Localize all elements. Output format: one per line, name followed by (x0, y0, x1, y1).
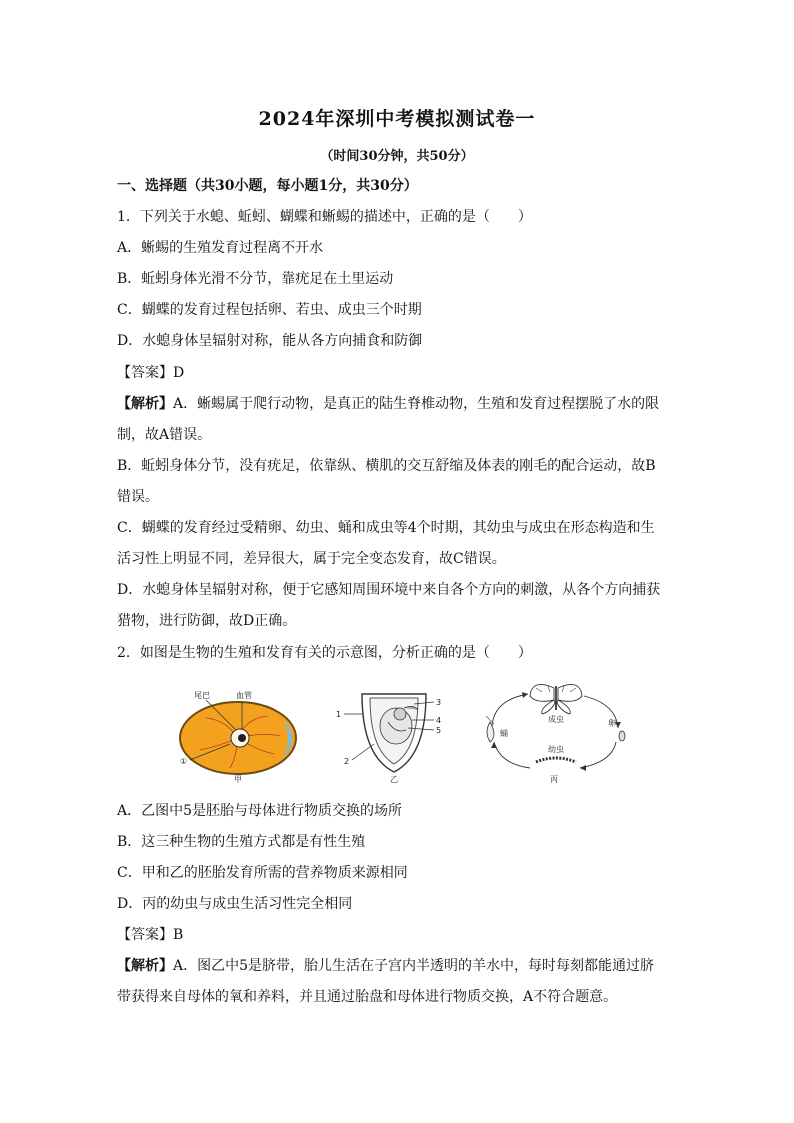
q2-option-c: C．甲和乙的胚胎发育所需的营养物质来源相同 (117, 865, 408, 881)
label-egg: 卵 (608, 719, 616, 728)
q1-option-b: B．蚯蚓身体光滑不分节，靠疣足在土里运动 (117, 271, 394, 287)
human-fetus-diagram (334, 680, 454, 786)
label-larva: 幼虫 (548, 745, 564, 754)
q2-option-d: D．丙的幼虫与成虫生活习性完全相同 (117, 896, 353, 912)
q1-explanation-line: 错误。 (117, 489, 159, 505)
label-2: 2 (344, 757, 350, 766)
explanation-label: 【解析】 (117, 396, 173, 412)
q2-answer: 【答案】B (117, 927, 184, 943)
label-tail: 尾巴 (194, 691, 210, 700)
label-3: 3 (436, 698, 442, 707)
reproduction-figure (176, 680, 636, 786)
label-1: 1 (336, 710, 342, 719)
explanation-label: 【解析】 (117, 958, 173, 974)
q2-explanation-line: 带获得来自母体的氧和养料，并且通过胎盘和母体进行物质交换，A不符合题意。 (117, 989, 618, 1005)
label-4: 4 (436, 716, 442, 725)
butterfly-life-cycle-diagram (476, 680, 636, 786)
q2-explanation-line (117, 957, 687, 975)
q1-explanation-line: C．蝴蝶的发育经过受精卵、幼虫、蛹和成虫等4个时期，其幼虫与成虫在形态构造和生 (117, 520, 655, 536)
larva-shape (536, 758, 576, 762)
q1-explanation-line: B．蚯蚓身体分节，没有疣足，依靠纵、横肌的交互舒缩及体表的刚毛的配合运动，故B (117, 458, 656, 474)
caption-bing: 丙 (550, 775, 558, 784)
label-5: 5 (436, 726, 442, 735)
q1-explanation-line (117, 395, 687, 413)
q2-option-a: A．乙图中5是胚胎与母体进行物质交换的场所 (117, 803, 403, 819)
caption-yi: 乙 (390, 775, 398, 784)
q1-explanation-line: 制，故A错误。 (117, 427, 212, 443)
egg-shape (619, 731, 625, 741)
butterfly-adult (530, 684, 582, 714)
q1-option-a: A．蜥蜴的生殖发育过程离不开水 (117, 240, 324, 256)
caption-jia: 甲 (234, 775, 242, 784)
q1-option-c: C．蝴蝶的发育过程包括卵、若虫、成虫三个时期 (117, 302, 422, 318)
bird-egg-diagram (176, 680, 316, 786)
q2-option-b: B．这三种生物的生殖方式都是有性生殖 (117, 834, 366, 850)
q1-explanation-line: 活习性上明显不同，差异很大，属于完全变态发育，故C错误。 (117, 551, 506, 567)
q1-stem: 1．下列关于水螅、蚯蚓、蝴蝶和蜥蜴的描述中，正确的是（ ） (117, 209, 532, 225)
label-number-1: ① (180, 757, 188, 766)
exam-duration-subtitle: （时间30分钟，共50分） (320, 149, 474, 164)
q1-explanation-line: 猎物，进行防御，故D正确。 (117, 613, 297, 629)
q1-explanation-line: D．水螅身体呈辐射对称，便于它感知周围环境中来自各个方向的刺激，从各个方向捕获 (117, 582, 661, 598)
page-title: 2024年深圳中考模拟测试卷一 (258, 108, 536, 130)
q1-answer: 【答案】D (117, 365, 185, 381)
label-pupa: 蛹 (500, 729, 508, 738)
label-adult: 成虫 (548, 715, 564, 724)
q2-explanation-text: A．图乙中5是脐带，胎儿生活在子宫内半透明的羊水中，每时每刻都能通过脐 (173, 958, 655, 974)
q1-option-d: D．水螅身体呈辐射对称，能从各方向捕食和防御 (117, 333, 423, 349)
section-heading: 一、选择题（共30小题，每小题1分，共30分） (117, 178, 418, 194)
label-blood-vessel: 血管 (236, 691, 252, 700)
q2-stem: 2．如图是生物的生殖和发育有关的示意图，分析正确的是（ ） (117, 645, 532, 661)
q1-explanation-text: A．蜥蜴属于爬行动物，是真正的陆生脊椎动物，生殖和发育过程摆脱了水的限 (173, 396, 660, 412)
pupa-shape (487, 722, 494, 742)
